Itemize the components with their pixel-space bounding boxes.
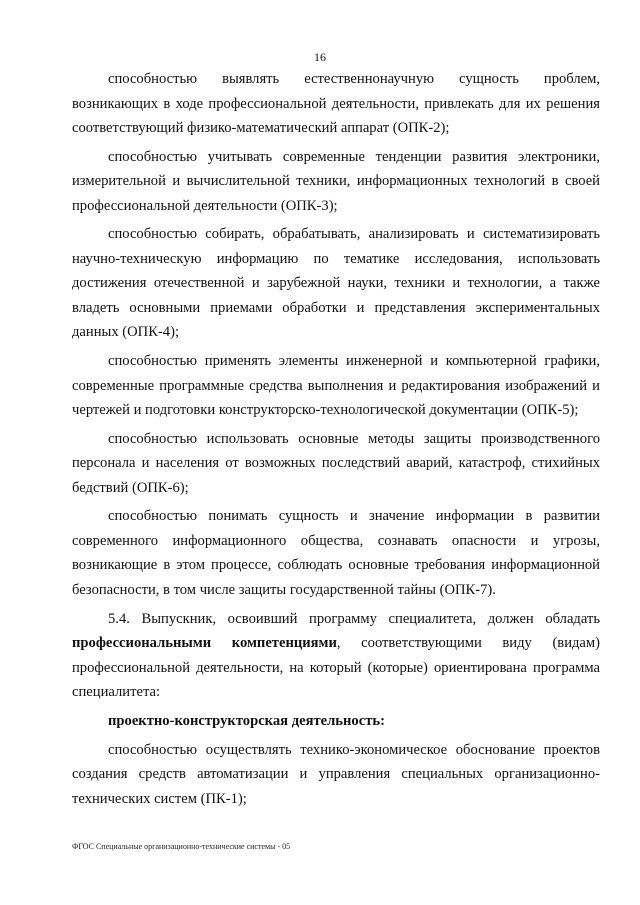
paragraph-opk-3: способностью учитывать современные тенденции развития электроники, измерительной и вычислительной техники, информационных технологий в своей профессиональной деятельности (ОПК-3);	[72, 148, 600, 214]
activity-heading: проектно-конструкторская деятельность:	[108, 712, 385, 729]
paragraph-opk-6: способностью использовать основные методы защиты производственного персонала и населения от возможных последствий аварий, катастроф, стихийных бедствий (ОПК-6);	[72, 430, 600, 496]
paragraph-pk-1: способностью осуществлять технико-экономическое обоснование проектов создания средств автоматизации и управления специальных организационно-технических систем (ПК-1);	[72, 741, 600, 807]
paragraph-opk-7: способностью понимать сущность и значение информации в развитии современного информационного общества, сознавать опасности и угрозы, возникающие в этом процессе, соблюдать основные требования информационной безопасности, в том числе защиты государственной тайны (ОПК-7).	[72, 508, 600, 598]
section-5-4-intro: 5.4. Выпускник, освоивший программу специалитета, должен обладать	[108, 610, 600, 627]
footer-note: ФГОС Специальные организационно-технические системы - 05	[72, 842, 291, 851]
paragraph-opk-4: способностью собирать, обрабатывать, анализировать и систематизировать научно-техническую информацию по тематике исследования, использовать достижения отечественной и зарубежной науки, техники и технологии, а также владеть основными приемами обработки и представления экспериментальных данных (ОПК-4);	[72, 226, 600, 341]
page-body	[72, 67, 600, 815]
section-5-4-rest: , соответствующими виду (видам) профессиональной деятельности, на который (которые) ориентирована программа специалитета:	[72, 635, 601, 701]
paragraph-5-4	[72, 607, 600, 705]
professional-competencies-term: профессиональными компетенциями	[72, 635, 337, 652]
page-number: 16	[314, 50, 326, 64]
paragraph-opk-2: способностью выявлять естественнонаучную сущность проблем, возникающих в ходе профессиональной деятельности, привлекать для их решения соответствующий физико-математический аппарат (ОПК-2);	[72, 71, 600, 136]
paragraph-opk-5: способностью применять элементы инженерной и компьютерной графики, современные программные средства выполнения и редактирования изображений и чертежей и подготовки конструкторско-технологической документации (ОПК-5);	[72, 353, 600, 419]
